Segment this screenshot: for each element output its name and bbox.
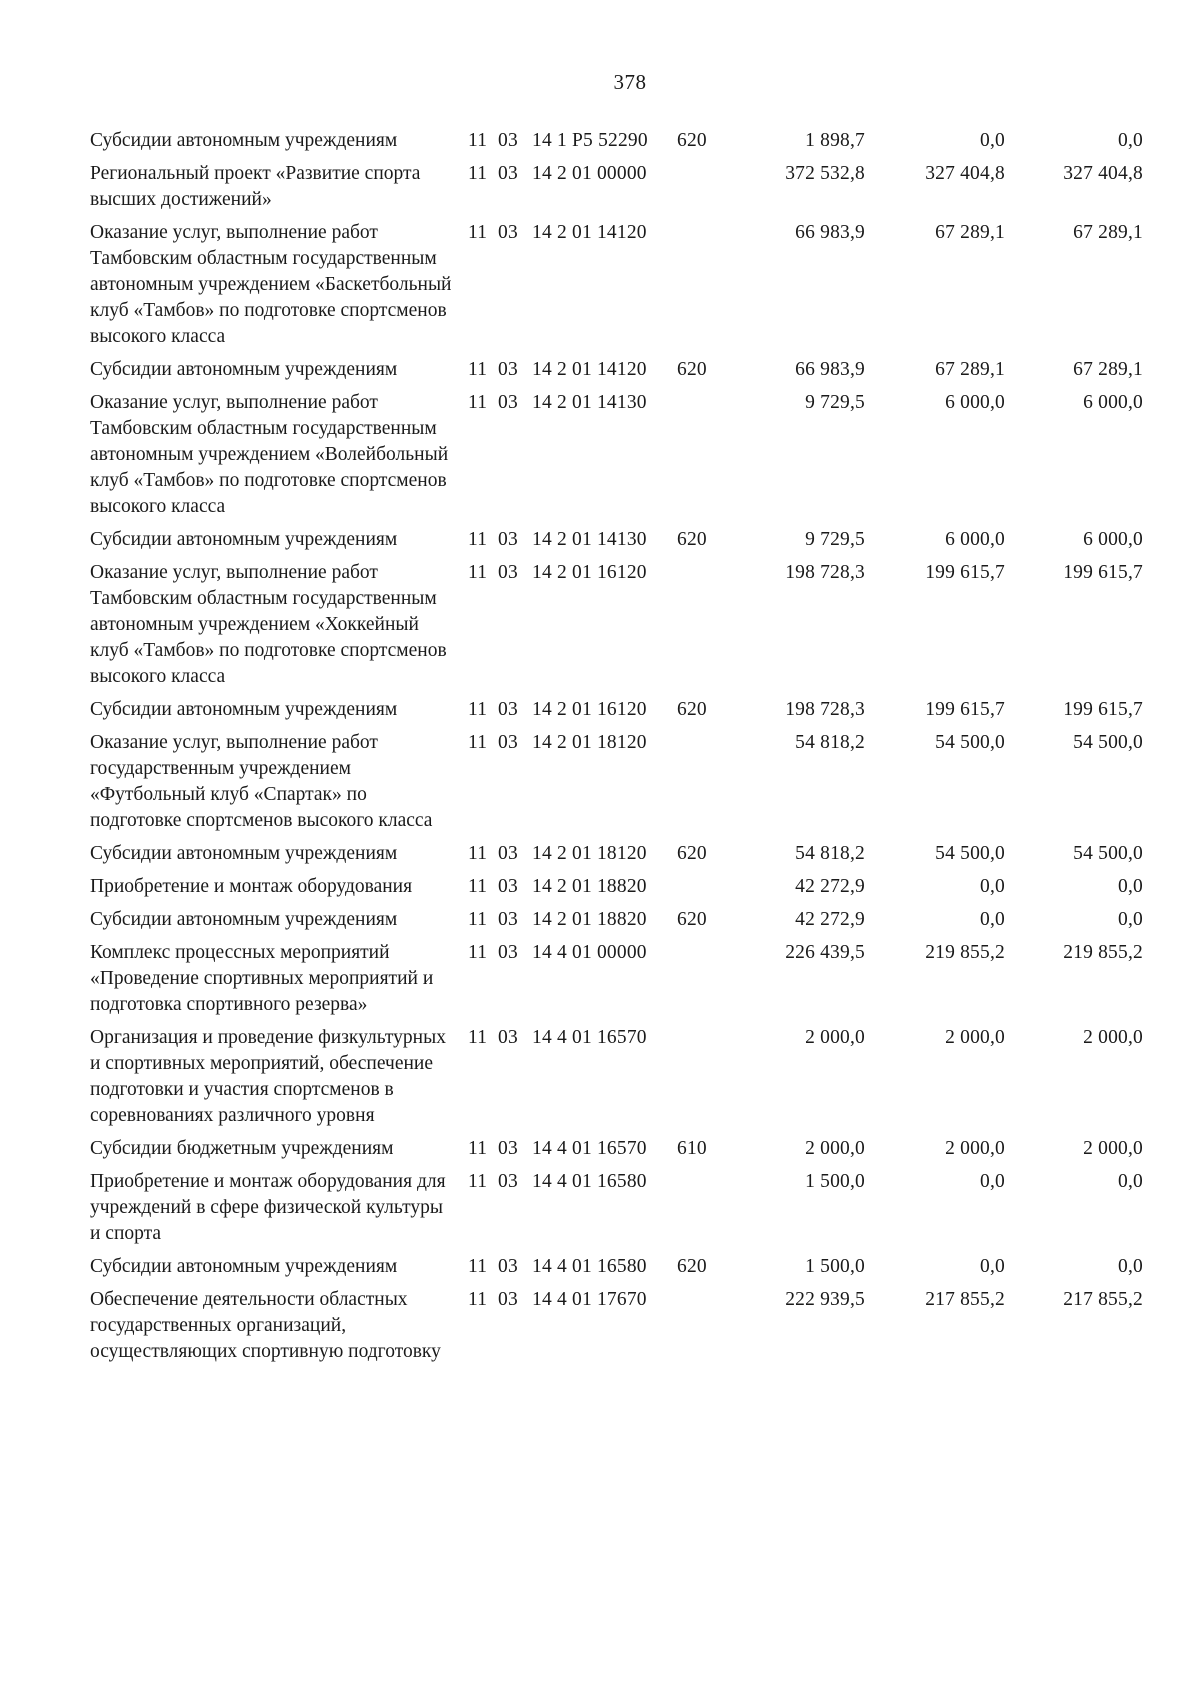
expense-name: Оказание услуг, выполнение работ государственным учреждением «Футбольный клуб «Спартак» по подготовке спортсменов высокого класса [90,732,433,831]
amount-year-3: 0,0 [1118,130,1143,151]
section-code: 11 [468,222,488,243]
expense-name: Обеспечение деятельности областных государственных организаций, осуществляющих спортивную подготовку [90,1289,441,1362]
table-row [90,697,1170,723]
target-article-code: 14 4 01 16580 [532,1256,647,1277]
section-code: 11 [468,392,488,413]
amount-year-3: 6 000,0 [1083,529,1143,550]
amount-year-2: 199 615,7 [925,562,1005,583]
expense-type-code [673,560,735,690]
expense-name: Организация и проведение физкультурных и спортивных мероприятий, обеспечение подготовки и участия спортсменов в соревнованиях различного уровня [90,1027,446,1126]
amount-year-3: 219 855,2 [1063,942,1143,963]
section-code: 11 [468,1138,488,1159]
amount-year-3: 2 000,0 [1083,1138,1143,1159]
target-article-code: 14 2 01 14120 [532,222,647,243]
expense-name: Комплекс процессных мероприятий «Проведение спортивных мероприятий и подготовка спортивного резерва» [90,942,434,1015]
amount-year-2: 0,0 [980,130,1005,151]
expense-type-code: 620 [677,843,707,864]
section-code: 11 [468,1027,488,1048]
subsection-code: 03 [498,163,518,184]
amount-year-1: 66 983,9 [795,222,865,243]
table-row [90,560,1170,690]
table-row [90,1136,1170,1162]
amount-year-2: 54 500,0 [935,732,1005,753]
amount-year-3: 0,0 [1118,1256,1143,1277]
target-article-code: 14 4 01 16570 [532,1027,647,1048]
amount-year-2: 327 404,8 [925,163,1005,184]
section-code: 11 [468,1171,488,1192]
expense-name: Приобретение и монтаж оборудования для учреждений в сфере физической культуры и спорта [90,1171,446,1244]
amount-year-1: 54 818,2 [795,732,865,753]
amount-year-1: 1 500,0 [805,1256,865,1277]
expense-type-code: 620 [677,359,707,380]
expense-type-code [673,1169,735,1247]
amount-year-3: 67 289,1 [1073,222,1143,243]
amount-year-2: 199 615,7 [925,699,1005,720]
subsection-code: 03 [498,1171,518,1192]
subsection-code: 03 [498,843,518,864]
expense-name: Субсидии бюджетным учреждениям [90,1138,394,1159]
amount-year-1: 1 500,0 [805,1171,865,1192]
amount-year-2: 0,0 [980,909,1005,930]
expense-name: Субсидии автономным учреждениям [90,1256,398,1277]
amount-year-1: 42 272,9 [795,909,865,930]
amount-year-1: 42 272,9 [795,876,865,897]
amount-year-1: 66 983,9 [795,359,865,380]
target-article-code: 14 4 01 16580 [532,1171,647,1192]
amount-year-2: 0,0 [980,1256,1005,1277]
target-article-code: 14 2 01 18120 [532,732,647,753]
table-row [90,357,1170,383]
target-article-code: 14 2 01 18120 [532,843,647,864]
amount-year-2: 67 289,1 [935,359,1005,380]
amount-year-2: 2 000,0 [945,1138,1005,1159]
target-article-code: 14 4 01 00000 [532,942,647,963]
expense-type-code: 620 [677,529,707,550]
table-row [90,128,1170,154]
amount-year-1: 222 939,5 [785,1289,865,1310]
table-row [90,907,1170,933]
table-row [90,1169,1170,1247]
expense-type-code [673,874,735,900]
section-code: 11 [468,1256,488,1277]
target-article-code: 14 2 01 16120 [532,562,647,583]
table-row [90,874,1170,900]
expense-name: Приобретение и монтаж оборудования [90,876,413,897]
amount-year-2: 67 289,1 [935,222,1005,243]
amount-year-3: 217 855,2 [1063,1289,1143,1310]
amount-year-3: 0,0 [1118,909,1143,930]
amount-year-2: 219 855,2 [925,942,1005,963]
target-article-code: 14 2 01 00000 [532,163,647,184]
section-code: 11 [468,130,488,151]
target-article-code: 14 1 Р5 52290 [532,130,648,151]
amount-year-3: 2 000,0 [1083,1027,1143,1048]
section-code: 11 [468,843,488,864]
section-code: 11 [468,876,488,897]
section-code: 11 [468,163,488,184]
amount-year-3: 199 615,7 [1063,699,1143,720]
amount-year-1: 9 729,5 [805,392,865,413]
table-row [90,220,1170,350]
subsection-code: 03 [498,392,518,413]
expense-type-code [673,940,735,1018]
target-article-code: 14 2 01 14130 [532,529,647,550]
expense-type-code [673,730,735,834]
amount-year-3: 0,0 [1118,876,1143,897]
section-code: 11 [468,942,488,963]
expense-name: Субсидии автономным учреждениям [90,909,398,930]
table-row [90,841,1170,867]
section-code: 11 [468,562,488,583]
expense-name: Региональный проект «Развитие спорта высших достижений» [90,163,421,210]
amount-year-3: 0,0 [1118,1171,1143,1192]
expense-name: Субсидии автономным учреждениям [90,130,398,151]
amount-year-2: 54 500,0 [935,843,1005,864]
amount-year-3: 6 000,0 [1083,392,1143,413]
amount-year-2: 6 000,0 [945,529,1005,550]
target-article-code: 14 4 01 17670 [532,1289,647,1310]
amount-year-1: 2 000,0 [805,1138,865,1159]
expense-name: Субсидии автономным учреждениям [90,843,398,864]
table-row [90,1287,1170,1365]
page-number: 378 [613,70,647,94]
table-row [90,940,1170,1018]
section-code: 11 [468,529,488,550]
budget-table [90,128,1170,1372]
section-code: 11 [468,1289,488,1310]
expense-type-code: 620 [677,130,707,151]
expense-type-code: 620 [677,909,707,930]
subsection-code: 03 [498,1256,518,1277]
subsection-code: 03 [498,562,518,583]
amount-year-3: 67 289,1 [1073,359,1143,380]
expense-type-code [673,1287,735,1365]
subsection-code: 03 [498,876,518,897]
table-row [90,730,1170,834]
expense-name: Субсидии автономным учреждениям [90,529,398,550]
expense-type-code: 620 [677,699,707,720]
amount-year-1: 372 532,8 [785,163,865,184]
subsection-code: 03 [498,130,518,151]
amount-year-2: 0,0 [980,876,1005,897]
expense-name: Субсидии автономным учреждениям [90,699,398,720]
expense-type-code [673,161,735,213]
section-code: 11 [468,732,488,753]
target-article-code: 14 2 01 18820 [532,876,647,897]
subsection-code: 03 [498,699,518,720]
amount-year-3: 54 500,0 [1073,732,1143,753]
section-code: 11 [468,359,488,380]
subsection-code: 03 [498,222,518,243]
expense-name: Оказание услуг, выполнение работ Тамбовским областным государственным автономным учреждением «Хоккейный клуб «Тамбов» по подготовке спортсменов высокого класса [90,562,447,687]
subsection-code: 03 [498,942,518,963]
target-article-code: 14 2 01 16120 [532,699,647,720]
expense-name: Оказание услуг, выполнение работ Тамбовским областным государственным автономным учреждением «Волейбольный клуб «Тамбов» по подготовке спортсменов высокого класса [90,392,449,517]
amount-year-2: 217 855,2 [925,1289,1005,1310]
expense-name: Оказание услуг, выполнение работ Тамбовским областным государственным автономным учреждением «Баскетбольный клуб «Тамбов» по подготовке спортсменов высокого класса [90,222,452,347]
amount-year-3: 199 615,7 [1063,562,1143,583]
amount-year-1: 1 898,7 [805,130,865,151]
target-article-code: 14 4 01 16570 [532,1138,647,1159]
section-code: 11 [468,699,488,720]
amount-year-2: 2 000,0 [945,1027,1005,1048]
target-article-code: 14 2 01 18820 [532,909,647,930]
amount-year-3: 327 404,8 [1063,163,1143,184]
subsection-code: 03 [498,909,518,930]
target-article-code: 14 2 01 14120 [532,359,647,380]
expense-type-code [673,390,735,520]
table-row [90,527,1170,553]
target-article-code: 14 2 01 14130 [532,392,647,413]
amount-year-3: 54 500,0 [1073,843,1143,864]
amount-year-1: 2 000,0 [805,1027,865,1048]
subsection-code: 03 [498,359,518,380]
amount-year-1: 198 728,3 [785,562,865,583]
amount-year-1: 9 729,5 [805,529,865,550]
expense-type-code [673,1025,735,1129]
amount-year-2: 0,0 [980,1171,1005,1192]
subsection-code: 03 [498,1138,518,1159]
amount-year-1: 226 439,5 [785,942,865,963]
subsection-code: 03 [498,1289,518,1310]
expense-name: Субсидии автономным учреждениям [90,359,398,380]
subsection-code: 03 [498,732,518,753]
amount-year-1: 198 728,3 [785,699,865,720]
expense-type-code [673,220,735,350]
table-row [90,1254,1170,1280]
amount-year-2: 6 000,0 [945,392,1005,413]
table-row [90,161,1170,213]
table-row [90,390,1170,520]
section-code: 11 [468,909,488,930]
subsection-code: 03 [498,1027,518,1048]
amount-year-1: 54 818,2 [795,843,865,864]
expense-type-code: 610 [677,1138,707,1159]
subsection-code: 03 [498,529,518,550]
table-row [90,1025,1170,1129]
expense-type-code: 620 [677,1256,707,1277]
